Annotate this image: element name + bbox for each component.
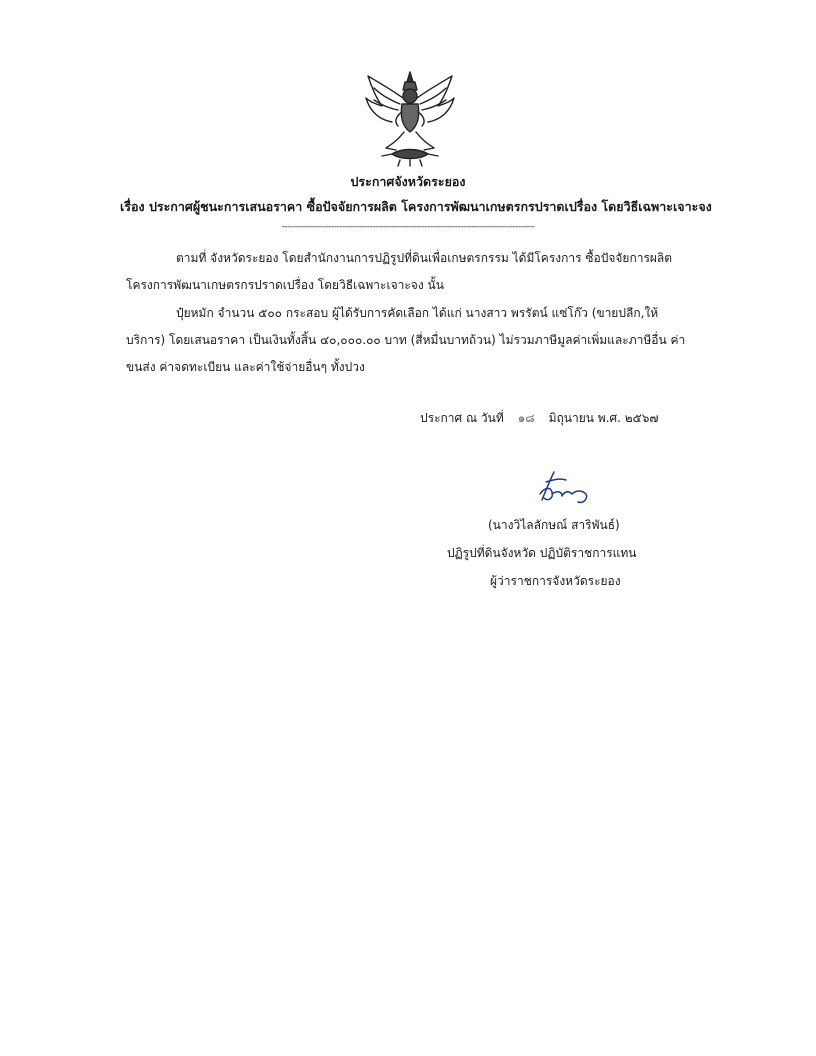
paragraph-2-line-1: ปุ๋ยหมัก จำนวน ๕๐๐ กระสอบ ผู้ได้รับการคัดเลือก ได้แก่ นางสาว พรรัตน์ แซ่โก๊ว (ขายปลีก,ให้ (176, 306, 659, 320)
paragraph-1-line-1: ตามที่ จังหวัดระยอง โดยสำนักงานการปฏิรูปที่ดินเพื่อเกษตรกรรม ได้มีโครงการ ซื้อปัจจัยการผลิต (176, 251, 673, 265)
announce-month-year: มิถุนายน พ.ศ. ๒๕๖๗ (548, 411, 659, 425)
garuda-emblem-icon (362, 68, 458, 168)
document-subject: เรื่อง ประกาศผู้ชนะการเสนอราคา ซื้อปัจจัยการผลิต โครงการพัฒนาเกษตรกรปราดเปรื่อง โดยวิธีเฉพาะเจาะจง (120, 199, 712, 214)
divider-line: -------------------------------------------------------------------------------------------- (281, 222, 535, 232)
announcement-date (420, 409, 658, 428)
paragraph-2-line-3: ขนส่ง ค่าจดทะเบียน และค่าใช้จ่ายอื่นๆ ทั้งปวง (126, 360, 365, 374)
paragraph-1-line-2: โครงการพัฒนาเกษตรกรปราดเปรื่อง โดยวิธีเฉพาะเจาะจง นั้น (126, 278, 444, 292)
paragraph-2-line-2: บริการ) โดยเสนอราคา เป็นเงินทั้งสิ้น ๔๐,๐๐๐.๐๐ บาท (สี่หมื่นบาทถ้วน) ไม่รวมภาษีมูลค่าเพิ่มและภาษีอื่น ค่า (126, 333, 686, 347)
signatory-name: (นางวิไลลักษณ์ สาริพันธ์) (488, 518, 620, 532)
handwritten-signature (532, 468, 596, 508)
announce-prefix: ประกาศ ณ วันที่ (420, 411, 504, 425)
document-title: ประกาศจังหวัดระยอง (350, 174, 466, 189)
announce-day: ๑๘ (517, 411, 535, 425)
signatory-position-1: ปฏิรูปที่ดินจังหวัด ปฏิบัติราชการแทน (447, 546, 637, 560)
signatory-position-2: ผู้ว่าราชการจังหวัดระยอง (490, 574, 621, 588)
